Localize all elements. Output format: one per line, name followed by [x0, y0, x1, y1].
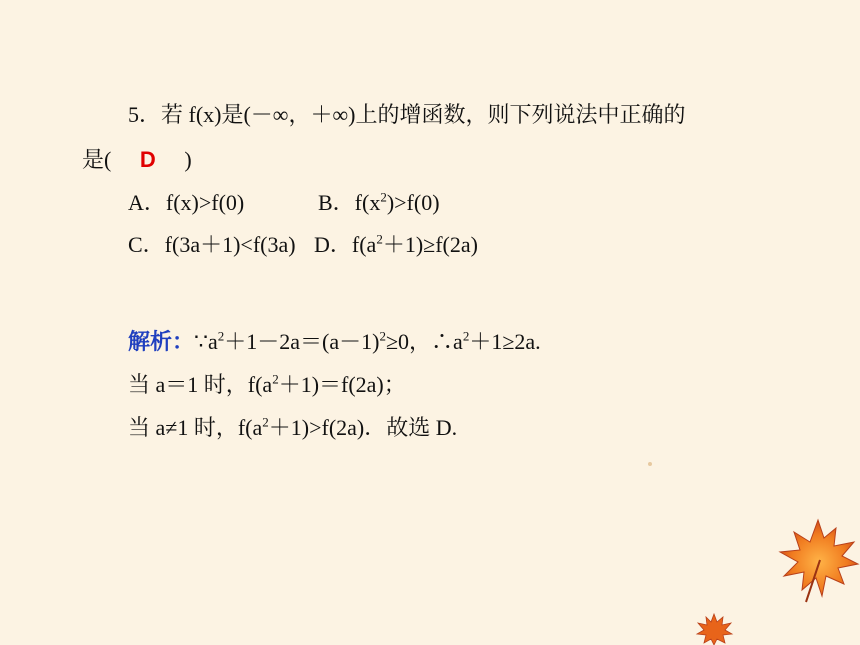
solution-exponent: 2 [262, 414, 269, 430]
solution-exponent: 2 [379, 328, 386, 344]
solution-exponent: 2 [462, 328, 470, 344]
question-line-2 [82, 145, 192, 175]
option-b-text: B．f(x [318, 190, 381, 215]
maple-leaf-icon [694, 612, 734, 645]
option-b [318, 188, 440, 218]
option-d-text-end: ＋1)≥f(2a) [382, 232, 478, 257]
decor-dot [648, 462, 652, 466]
option-c [128, 230, 296, 260]
solution-text: 当 a＝1 时，f(a [128, 372, 273, 397]
maple-leaf-icon [776, 516, 860, 604]
option-b-text-end: )>f(0) [386, 190, 440, 215]
solution-text: ＋1)>f(2a)．故选 D. [268, 415, 458, 440]
solution-exponent: 2 [217, 328, 225, 344]
question-close-paren: ) [184, 147, 192, 172]
solution-line-3 [128, 413, 457, 443]
option-d-exponent: 2 [376, 231, 383, 247]
solution-text: ＋1)＝f(2a)； [278, 372, 406, 397]
question-text: 5．若 f(x)是(－∞，＋∞)上的增函数，则下列说法中正确的 [128, 102, 686, 127]
solution-line-1 [128, 327, 541, 357]
option-b-exponent: 2 [380, 189, 387, 205]
solution-exponent: 2 [272, 371, 279, 387]
solution-line-2 [128, 370, 406, 400]
solution-text: ＋1－2a＝(a－1) [224, 329, 380, 354]
solution-label: 解析： [128, 329, 195, 354]
question-line-1 [128, 100, 686, 130]
solution-text: 当 a≠1 时，f(a [128, 415, 263, 440]
solution-text: ＋1≥2a. [469, 329, 541, 354]
answer-mark: D [139, 147, 156, 172]
option-c-text: C．f(3a＋1)<f(3a) [128, 232, 296, 257]
option-d-text: D．f(a [314, 232, 377, 257]
question-text-cont: 是( [82, 147, 112, 172]
solution-text: ≥0，∴a [385, 329, 463, 354]
solution-text: ∵a [194, 329, 218, 354]
option-a [128, 188, 244, 218]
option-a-text: A．f(x)>f(0) [128, 190, 245, 215]
option-d [314, 230, 478, 260]
